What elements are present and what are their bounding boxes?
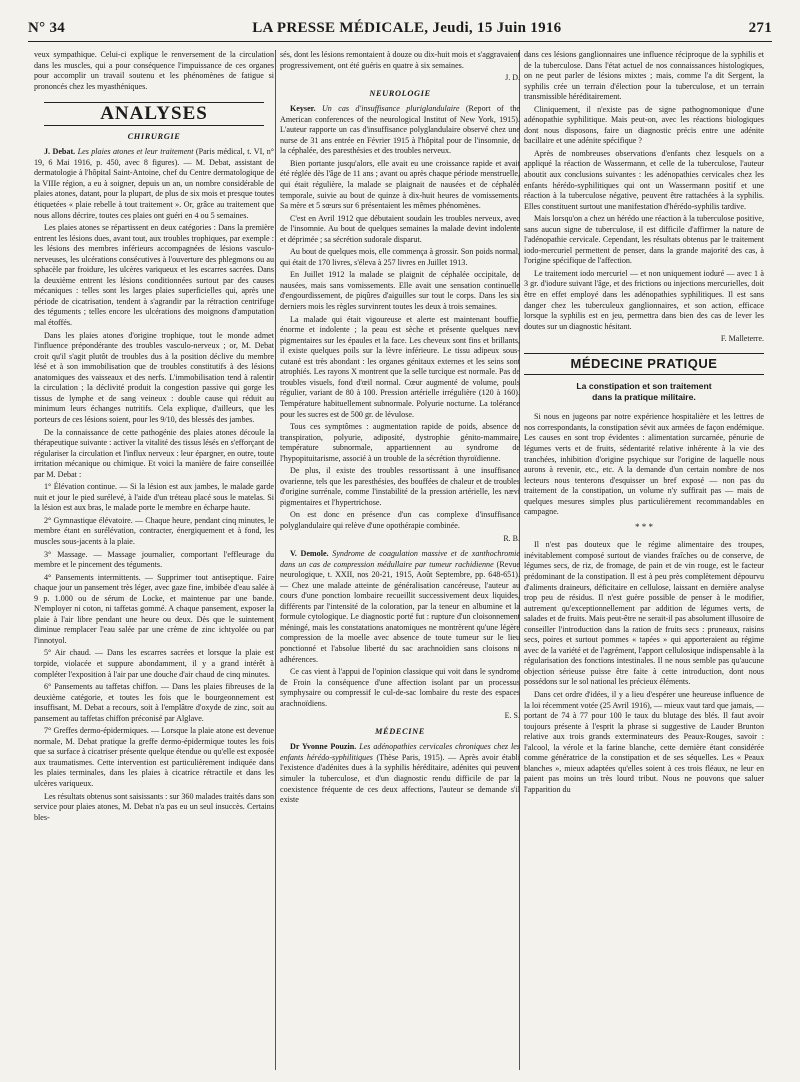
page-number: 271 [748, 20, 772, 36]
page-header [28, 20, 772, 38]
article-title: Un cas d'insuffisance pluriglandulaire [321, 104, 460, 114]
paragraph: 2° Gymnastique élévatoire. — Chaque heure, pendant cinq minutes, le membre étant en surélévation, contracter, énergiquement et à fond, les muscles sous-jacents à la plaie. [34, 515, 274, 546]
paragraph: 1° Élévation continue. — Si la lésion est aux jambes, le malade garde nuit et jour le pied surélevé, à l'aide d'un tréteau placé sous le matelas. Si la lésion est aux bras, le malade porte le membre en écharpe haute. [34, 482, 274, 513]
paragraph: Ce cas vient à l'appui de l'opinion classique qui voit dans le syndrome de Froin la conséquence d'une affection isolant par un processus symphysaire ou compressif le cul-de-sac lombaire du reste des espaces arachnoïdiens. [280, 667, 520, 708]
paragraph: C'est en Avril 1912 que débutaient soudain les troubles nerveux, avec de l'insomnie. Au bout de quelques semaines la malade devint indolente et déprimée ; sa sécrétion sudorale disparut. [280, 213, 520, 244]
paragraph: Dans cet ordre d'idées, il y a lieu d'espérer une heureuse influence de la loi récemment votée (25 Avril 1916), — mieux vaut tard que jamais, — portant de 74 à 77 pour 100 le taux du blutage des blés. Il faut avoir toujours présente à l'esprit la phrase si suggestive de Lauder Brunton relative aux trois grands exterminateurs des Peaux-Rouges, savoir : l'alcool, la vérole et la farine blanche, cette dernière étant considérée comme génératrice de la constipation et de ses séquelles. Les « Peaux blanches », mieux adaptées qu'elles soient à ces trois fléaux, ne leur en paient pas moins un très lourd tribut. Nous ne pouvons que saluer l'apparition du [524, 689, 764, 794]
article-title: Les adénopathies cervicales chroniques chez les enfants hérédo-syphilitiques [280, 742, 520, 762]
section-title-medecine-pratique: MÉDECINE PRATIQUE [524, 353, 764, 376]
masthead-title: LA PRESSE MÉDICALE, Jeudi, 15 Juin 1916 [252, 20, 562, 36]
article-author: V. Demole. [290, 549, 329, 559]
paragraph: Tous ces symptômes : augmentation rapide de poids, absence de transpiration, polyurie, adiposité, dystrophie génito-mammaire, température subnormale, appartiennent au syndrome de l'hypopituitarisme, associé à un trouble de la sécrétion thyroïdienne. [280, 422, 520, 463]
paragraph: 4° Pansements intermittents. — Supprimer tout antiseptique. Faire chaque jour un pansement très léger, avec gaze fine, imbibée d'eau salée à 9 p. 1.000 ou de sérum de Locke, et maintenue par une bande. N'employer ni coton, ni taffetas gommé. A chaque pansement, exposer la plaie à l'air libre pendant une heure ou deux. Dès que le suintement diminue remplacer l'eau salée par une crème de zinc ichtyolée ou par l'innotyol. [34, 572, 274, 645]
paragraph: En Juillet 1912 la malade se plaignit de céphalée occipitale, de nausées, mais sans vomissements. Elle avait une sensation continuelle d'engourdissement, de piqûres d'aiguilles sur tout le corps. Dans les six derniers mois les règles survinrent toutes les deux à trois semaines. [280, 270, 520, 312]
article-title: Syndrome de coagulation massive et de xanthochromie dans un cas de compression médullaire par tumeur rachidienne [280, 549, 520, 569]
paragraph: De plus, il existe des troubles ressortissant à une insuffisance ovarienne, tels que les paresthésies, des bouffées de chaleur et de troubles d'origine surrénale, comme l'instabilité de la pression artérielle, les nævi pigmentaires et l'hypertrichose. [280, 466, 520, 507]
paragraph: sés, dont les lésions remontaient à douze ou dix-huit mois et s'aggravaient progressivement, ont été guéris en quatre à six semaines. [280, 50, 520, 70]
article-title: Les plaies atones et leur traitement [77, 147, 194, 157]
signature: F. Malleterre. [720, 334, 764, 344]
article-lead [34, 147, 274, 221]
paragraph: Les résultats obtenus sont saisissants : sur 360 malades traités dans son service pour plaies atones, M. Debat n'a pas eu un seul insuccès. Certains bles- [34, 791, 274, 822]
paragraph: La malade qui était vigoureuse et alerte est maintenant bouffie, énorme et indolente ; la peau est sèche et présente quelques nævi pigmentaires sur les épaules et la face. Les cheveux sont fins et brillants, il existe quelques poils sur la lèvre inférieure. Le tissu adipeux sous-cutané est très abondant : les organes génitaux externes et les seins sont atrophiés. Les rayons X montrent que la selle turcique est normale. Pas de troubles visuels, fond d'œil normal. Cœur augmenté de volume, pouls régulier, variant de 80 à 100. Pression artérielle irrégulière (120 à 160). Température habituellement subnormale. Polyurie nocturne. La tolérance pour les sucres est de 500 gr. de lévulose. [280, 314, 520, 419]
paragraph: dans ces lésions ganglionnaires une influence réciproque de la syphilis et de la tuberculose. Dans l'état actuel de nos connaissances histologiques, on ne peut parler de lésions mixtes ; mais, comme l'a dit Sergent, la syphilis crée un terrain d'élection pour la tuberculose, et un terrain transmissible héréditairement. [524, 50, 764, 102]
subsection-heading: CHIRURGIE [127, 131, 181, 141]
section-title-analyses: ANALYSES [44, 102, 264, 126]
signature: J. D. [505, 73, 520, 83]
paragraph: Cliniquement, il n'existe pas de signe pathognomonique d'une adénopathie syphilitique. Mais peut-on, avec les réactions biologiques dont nous disposons, faire un diagnostic précis entre une adénite bacillaire et une adénite spécifique ? [524, 104, 764, 146]
paragraph: 3° Massage. — Massage journalier, comportant l'effleurage du membre et le pincement des téguments. [34, 549, 274, 570]
article-text: (Thèse Paris, 1915). — Après avoir établi l'existence d'adénites dues à la syphilis héréditaire, adénites qui peuvent simuler la tuberculose, et d'un diagnostic rendu difficile de par la coexistence fréquente de ces deux affections, l'auteur se demande s'il existe [280, 752, 520, 805]
paragraph: veux sympathique. Celui-ci explique le renversement de la circulation dans les muscles, qui a pour conséquence l'impuissance de ces organes pour accomplir un travail soutenu et les phénomènes de fatigue si prononcés chez les myasthéniques. [34, 50, 274, 91]
paragraph: Dans les plaies atones d'origine trophique, tout le monde admet l'influence prépondérante des troubles vasculo-nerveux ; or, M. Debat croit qu'il s'agit plutôt de troubles dus à la position déclive du membre lésé et à son immobilisation que de troubles constitutifs à des lésions anatomiques des vaisseaux et des nerfs. L'immobilisation tend à ralentir la circulation ; la déclivité produit la congestion passive qui gorge les tissus de lymphe et de sang veineux : double cause qui réduit au minimum leurs échanges nutritifs. Cela explique, d'ailleurs, que les porteurs de ces lésions soient, pour les 9/10, des blessés des jambes. [34, 330, 274, 424]
article-lead [280, 742, 520, 805]
column-middle [280, 50, 520, 1075]
column-right [524, 50, 764, 1075]
paragraph: On est donc en présence d'un cas complexe d'insuffisance polyglandulaire qui relève d'une opothérapie combinée. [280, 510, 520, 530]
article-lead [280, 549, 520, 665]
paragraph: Le traitement iodo mercuriel — et non uniquement ioduré — avec 1 à 3 gr. d'iodure suivant l'âge, et des frictions ou injections mercurielles, doit être en effet employé dans les adénopathies syphilitiques. Il est sans danger chez les tuberculeux ganglionnaires, et son action, efficace lorsque la syphilis est en jeu, permettra dans bien des cas de lever les doutes sur un diagnostic hésitant. [524, 268, 764, 331]
article-author: Keyser. [290, 104, 316, 114]
article-title-line: La constipation et son traitement [576, 381, 712, 392]
signature: E. S. [504, 711, 520, 721]
article-text: (Report of the American conferences of the neurological Institut of New York, 1915). L'auteur rapporte un cas d'insuffisance polyglandulaire observé chez une nurse de 31 ans entrée en Février 1915 à l'hôpital pour de l'insomnie, de la céphalée, des paresthésies et des troubles nerveux. [280, 104, 520, 156]
article-author: J. Debat. [44, 147, 76, 157]
signature: R. B. [503, 533, 520, 543]
paragraph: Il n'est pas douteux que le régime alimentaire des troupes, inévitablement composé surtout de viandes fraîches ou de conserve, de légumes secs, de riz, de fromage, de pain et de vin rouge, est le facteur prédominant de la constipation. Il est à peu près complètement dépourvu d'aliments draineurs, déficitaire en cellulose, laissant en dernière analyse trop peu de résidus. Il n'est guère possible de penser à le modifier, autrement qu'exceptionnellement par addition de légumes verts, de salades et de fruits. Mais peut-être ne serait-il pas absolument illusoire de conseiller l'introduction dans la ration de fruits secs : pruneaux, raisins secs, poires et surtout pommes « tapées » qui apporteraient au régime avec de la variété et de l'agrément, l'apport cellulosique indispensable à la régularisation des fonctions intestinales. Il ne nous semble pas qu'aucune objection sérieuse puisse être faite à cette introduction, dont nous possédons sur le sol national les précieux éléments. [524, 540, 764, 687]
paragraph: Les plaies atones se répartissent en deux catégories : Dans la première entrent les lésions dues, avant tout, aux troubles trophiques, par exemple : les lésions des membres inférieurs accompagnées de lésions vasculo-nerveuses, les ulcérations consécutives à l'ouverture des phlegmons ou au sphacèle par froidure, les ulcères variqueux et les escarres sacrées. Dans la deuxième entrent les lésions conditionnées surtout par des causes mécaniques : telles sont les larges plaies superficielles qui, après une période de cicatrisation, tendent à s'agrandir par la rétraction centrifuge des téguments ; telles encore les ulcérations des moignons d'amputation mal étoffés. [34, 223, 274, 328]
column-left [34, 50, 274, 1075]
paragraph: Au bout de quelques mois, elle commença à grossir. Son poids normal, qui était de 170 livres, s'éleva à 257 livres en Juillet 1913. [280, 247, 520, 267]
paragraph: 5° Air chaud. — Dans les escarres sacrées et lorsque la plaie est torpide, violacée et suppure abondamment, il y a grand intérêt à compléter l'exposition à l'air par une douche d'air chaud de cinq minutes. [34, 648, 274, 679]
paragraph: Bien portante jusqu'alors, elle avait eu une croissance rapide et avait été réglée dès l'âge de 11 ans ; avant ou après chaque période menstruelle, qui était régulière, la malade se plaignait de nausées et de céphalée temporale, suivie au bout de quinze à dix-huit heures de vomissements. Sa mère et 5 sœurs sur 6 présentaient les mêmes phénomènes. [280, 158, 520, 211]
subsection-heading: MÉDECINE [375, 726, 425, 736]
paragraph: Si nous en jugeons par notre expérience hospitalière et les lettres de nos correspondants, la constipation sévit aux armées de façon endémique. Les causes en sont trop évidentes : alimentation surcarnée, pénurie de légumes verts et de fruits, sédentarité relative inhérente à la vie des tranchées, inhibition d'origine psychique sur l'origine de laquelle nous aurons à revenir, etc., etc. A la demande d'un certain nombre de nos lecteurs nous tenterons d'esquisser un bref exposé — non pas du traitement de la constipation, un volume n'y suffirait pas — mais de quelques mesures simples plus particulièrement recommandables en campagne. [524, 412, 764, 517]
article-lead [280, 104, 520, 157]
paragraph: 6° Pansements au taffetas chiffon. — Dans les plaies fibreuses de la deuxième catégorie, et toutes les fois que le bourgeonnement est insuffisant, M. Debat a recours, soit à l'emplâtre d'oxyde de zinc, soit au pansement au taffetas chiffon préconisé par Alglave. [34, 682, 274, 723]
article-text: (Paris médical, t. VI, n° 19, 6 Mai 1916, p. 450, avec 8 figures). — M. Debat, assistant de dermatologie à l'hôpital Saint-Antoine, chef du Centre dermatologique de la VIIIe région, a eu à soigner, depuis un an, un nombre considérable de plaies atones, datant, pour la plupart, de plus de six mois et presque toutes étiquetées « plaie rebelle à tout traitement ». Or, grâce au traitement que nous allons décrire, toutes ces plaies ont guéri en 4 ou 5 semaines. [34, 147, 274, 220]
article-title-line: dans la pratique militaire. [592, 392, 696, 403]
paragraph: Mais lorsqu'on a chez un hérédo une réaction à la tuberculose positive, sans aucun signe de tuberculose, il est difficile d'affirmer la nature de l'adénopathie cervicale. Cependant, les résultats obtenus par le traitement iodo-mercuriel permettent de penser, dans la grande majorité des cas, à l'origine spécifique de l'affection. [524, 214, 764, 266]
article-author: Dr Yvonne Pouzin. [290, 742, 357, 752]
column-divider [275, 50, 276, 1070]
section-separator-stars: * * * [635, 521, 653, 532]
paragraph: Après de nombreuses observations d'enfants chez lesquels on a appliqué la réaction de Wassermann, et celle de la tuberculose, l'auteur aboutit aux conclusions suivantes : les adénopathies cervicales chez les enfants hérédo-syphilitiques qui ont un Wassermann positif et une réaction à la tuberculose négative, peuvent être rattachées à la syphilis. Elles constituent surtout une manifestation d'hérédo-syphilis tardive. [524, 148, 764, 211]
paragraph: 7° Greffes dermo-épidermiques. — Lorsque la plaie atone est devenue normale, M. Debat pratique la greffe dermo-épidermique toutes les fois que sa surface à cicatriser présente quelque étendue ou qu'elle est exposée aux traumatismes. Cette intervention est particulièrement indiquée dans les plaies terminales, dans les plaies à cicatrice rétractile et dans les ulcères variqueux. [34, 726, 274, 788]
article-title [524, 381, 764, 403]
subsection-heading: NEUROLOGIE [369, 88, 431, 98]
article-text: (Revue neurologique, t. XXII, nos 20-21, 1915, Août Septembre, pp. 648-651). — Chez une malade atteinte de généralisation cancéreuse, l'auteur au cours d'une ponction lombaire recueillit successivement deux liquides, différents par l'intensité de la coloration, par la teneur en albumine et la formule cytologique. Le diagnostic porté fut : rupture d'un cloisonnement méningé, mais les constatations anatomiques ne montrèrent qu'une légère compression de la moelle avec absence de toute tumeur sur le lieu ponctionné et l'absolue liberté du sac arachnoïdien sans cloisons ni adhérences. [280, 559, 520, 664]
issue-number: N° 34 [28, 20, 66, 36]
header-rule [28, 41, 772, 42]
paragraph: De la connaissance de cette pathogénie des plaies atones découle la thérapeutique suivante : activer la vitalité des tissus lésés en s'efforçant de régulariser la circulation et l'influx nerveux : leur épargner, en outre, toute irritation mécanique ou chimique. Et voici la manière de faire conseillée par M. Debat : [34, 427, 274, 479]
